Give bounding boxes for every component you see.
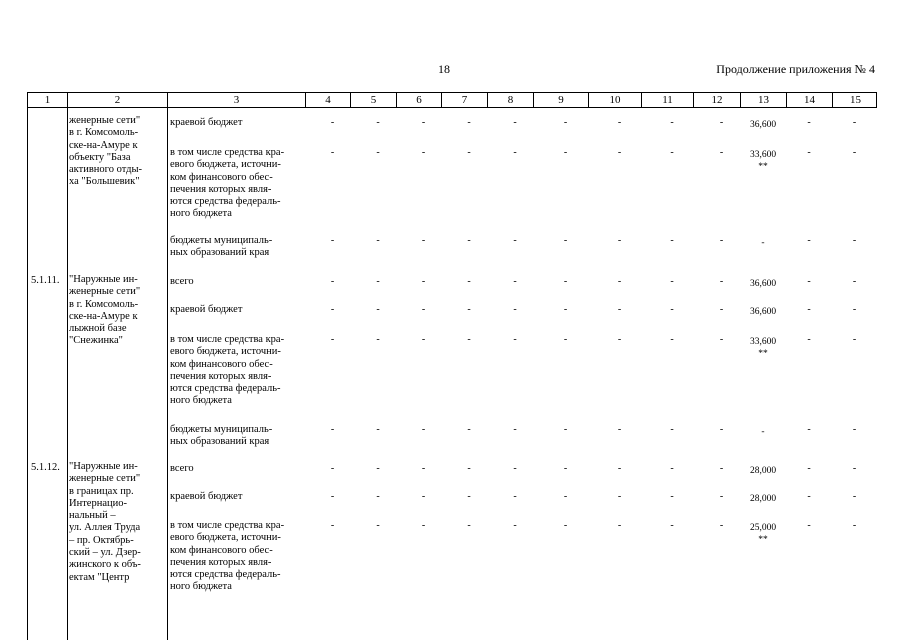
column-header-14: 14 [787, 93, 833, 107]
column-header-5: 5 [351, 93, 397, 107]
value-cell: - [467, 117, 471, 128]
value-cell: - [376, 147, 380, 158]
value-cell: - [670, 276, 674, 287]
value-cell: - [513, 304, 517, 315]
value-cell: - [330, 424, 335, 435]
funding-source-label: всего [170, 276, 194, 287]
value-cell: - [467, 520, 471, 531]
value-cell: - [563, 117, 568, 128]
column-divider [27, 108, 28, 640]
value-cell: - [513, 117, 517, 128]
value-cell-col13: 33,600 ** [749, 150, 777, 172]
value-cell: - [563, 334, 568, 345]
value-cell: - [421, 117, 426, 128]
value-cell-col13: 25,000 ** [749, 523, 777, 545]
value-cell: - [376, 117, 380, 128]
value-cell: - [617, 117, 622, 128]
column-header-12: 12 [694, 93, 741, 107]
column-divider [67, 108, 68, 640]
value-cell: - [467, 334, 471, 345]
value-cell: - [852, 117, 857, 128]
value-cell: - [670, 147, 674, 158]
value-cell: - [563, 520, 568, 531]
funding-source-label: в том числе средства кра- евого бюджета, источни- ком финансового обес- печения которых явля- ются средства федераль- ного бюджета [170, 147, 285, 220]
column-header-13: 13 [741, 93, 787, 107]
value-cell: - [467, 424, 471, 435]
funding-source-label: всего [170, 463, 194, 474]
value-cell: - [807, 147, 811, 158]
value-cell: - [513, 334, 517, 345]
value-cell: - [852, 147, 857, 158]
value-cell-col13: 36,600 [749, 279, 777, 289]
value-cell: - [719, 491, 724, 502]
value-cell: - [467, 235, 471, 246]
value-cell: - [852, 463, 857, 474]
value-cell: - [467, 276, 471, 287]
value-cell: - [807, 463, 811, 474]
column-header-2: 2 [68, 93, 168, 107]
value-cell: - [617, 491, 622, 502]
value-cell: - [719, 334, 724, 345]
value-cell-col13: 33,600 ** [749, 337, 777, 359]
value-cell: - [330, 147, 335, 158]
value-cell: - [719, 235, 724, 246]
value-cell: - [376, 520, 380, 531]
value-cell: - [421, 334, 426, 345]
value-cell: - [670, 117, 674, 128]
value-cell: - [330, 491, 335, 502]
column-header-15: 15 [850, 94, 861, 106]
value-cell-col13: 28,000 [749, 466, 777, 476]
value-cell: - [807, 520, 811, 531]
object-name: женерные сети" в г. Комсомоль- ске-на-Амуре к объекту "База активного отды- ха "Большевик" [69, 115, 143, 188]
value-cell: - [719, 147, 724, 158]
value-cell: - [563, 276, 568, 287]
value-cell: - [376, 491, 380, 502]
funding-source-label: краевой бюджет [170, 491, 243, 502]
value-cell: - [807, 235, 811, 246]
value-cell-col13: 28,000 [749, 494, 777, 504]
funding-source-label: краевой бюджет [170, 304, 243, 315]
value-cell: - [467, 463, 471, 474]
value-cell-col13: 36,600 [749, 120, 777, 130]
column-header-6: 6 [397, 93, 442, 107]
value-cell: - [807, 424, 811, 435]
value-cell: - [617, 424, 622, 435]
value-cell: - [563, 304, 568, 315]
value-cell: - [617, 147, 622, 158]
value-cell: - [376, 424, 380, 435]
value-cell: - [807, 491, 811, 502]
value-cell: - [852, 334, 857, 345]
value-cell: - [330, 117, 335, 128]
value-cell: - [513, 424, 517, 435]
object-name: "Наружные ин- женерные сети" в границах пр. Интернацио- нальный – ул. Аллея Труда – пр. Октябрь- ский – ул. Дзер- жинского к объ- ектам "Центр [69, 461, 141, 583]
value-cell: - [467, 304, 471, 315]
value-cell: - [807, 334, 811, 345]
value-cell: - [852, 276, 857, 287]
value-cell: - [617, 235, 622, 246]
column-divider [167, 108, 168, 640]
value-cell: - [563, 491, 568, 502]
column-header-3: 3 [168, 93, 306, 107]
value-cell: - [852, 491, 857, 502]
value-cell: - [852, 424, 857, 435]
value-cell-col13: 36,600 [749, 307, 777, 317]
value-cell: - [852, 304, 857, 315]
value-cell: - [670, 520, 674, 531]
value-cell: - [670, 463, 674, 474]
value-cell: - [719, 117, 724, 128]
value-cell: - [807, 304, 811, 315]
column-header-1: 1 [28, 93, 68, 107]
value-cell: - [421, 424, 426, 435]
value-cell: - [719, 463, 724, 474]
value-cell: - [563, 424, 568, 435]
funding-source-label: краевой бюджет [170, 117, 243, 128]
value-cell: - [513, 235, 517, 246]
value-cell: - [617, 304, 622, 315]
value-cell: - [421, 276, 426, 287]
value-cell: - [513, 520, 517, 531]
value-cell: - [421, 463, 426, 474]
continuation-label: Продолжение приложения № 4 [716, 62, 875, 76]
value-cell: - [563, 235, 568, 246]
value-cell: - [670, 304, 674, 315]
value-cell: - [617, 463, 622, 474]
column-header-7: 7 [442, 93, 488, 107]
value-cell: - [376, 304, 380, 315]
value-cell-col13: - [761, 238, 765, 248]
value-cell: - [719, 424, 724, 435]
object-name: "Наружные ин- женерные сети" в г. Комсомоль- ске-на-Амуре к лыжной базе "Снежинка" [69, 274, 141, 347]
funding-source-label: бюджеты муниципаль- ных образований края [170, 235, 273, 259]
value-cell: - [513, 491, 517, 502]
value-cell: - [852, 520, 857, 531]
value-cell: - [807, 276, 811, 287]
table-header [27, 92, 877, 108]
value-cell: - [670, 491, 674, 502]
value-cell: - [617, 334, 622, 345]
value-cell: - [421, 147, 426, 158]
value-cell: - [330, 334, 335, 345]
value-cell: - [852, 235, 857, 246]
row-number: 5.1.11. [31, 275, 60, 286]
value-cell: - [467, 147, 471, 158]
funding-source-label: бюджеты муниципаль- ных образований края [170, 424, 273, 448]
value-cell: - [617, 520, 622, 531]
value-cell: - [376, 463, 380, 474]
value-cell: - [421, 304, 426, 315]
value-cell: - [513, 463, 517, 474]
column-header-11: 11 [642, 93, 694, 107]
value-cell: - [330, 304, 335, 315]
value-cell: - [807, 117, 811, 128]
value-cell: - [330, 235, 335, 246]
column-header-10: 10 [589, 93, 642, 107]
value-cell: - [670, 235, 674, 246]
value-cell: - [376, 235, 380, 246]
value-cell: - [719, 520, 724, 531]
value-cell: - [330, 520, 335, 531]
value-cell: - [421, 491, 426, 502]
value-cell: - [513, 276, 517, 287]
value-cell: - [421, 235, 426, 246]
column-header-4: 4 [306, 93, 351, 107]
funding-source-label: в том числе средства кра- евого бюджета, источни- ком финансового обес- печения которых явля- ются средства федераль- ного бюджета [170, 334, 285, 407]
value-cell: - [670, 424, 674, 435]
value-cell: - [376, 276, 380, 287]
value-cell: - [330, 463, 335, 474]
value-cell: - [563, 147, 568, 158]
value-cell: - [719, 276, 724, 287]
value-cell: - [670, 334, 674, 345]
column-header-9: 9 [534, 93, 589, 107]
value-cell: - [376, 334, 380, 345]
page-number: 18 [438, 62, 450, 76]
value-cell: - [719, 304, 724, 315]
value-cell: - [421, 520, 426, 531]
value-cell: - [563, 463, 568, 474]
column-header-8: 8 [488, 93, 534, 107]
value-cell-col13: - [761, 427, 765, 437]
value-cell: - [467, 491, 471, 502]
funding-source-label: в том числе средства кра- евого бюджета, источни- ком финансового обес- печения которых явля- ются средства федераль- ного бюджета [170, 520, 285, 593]
value-cell: - [513, 147, 517, 158]
row-number: 5.1.12. [31, 462, 60, 473]
value-cell: - [617, 276, 622, 287]
value-cell: - [330, 276, 335, 287]
